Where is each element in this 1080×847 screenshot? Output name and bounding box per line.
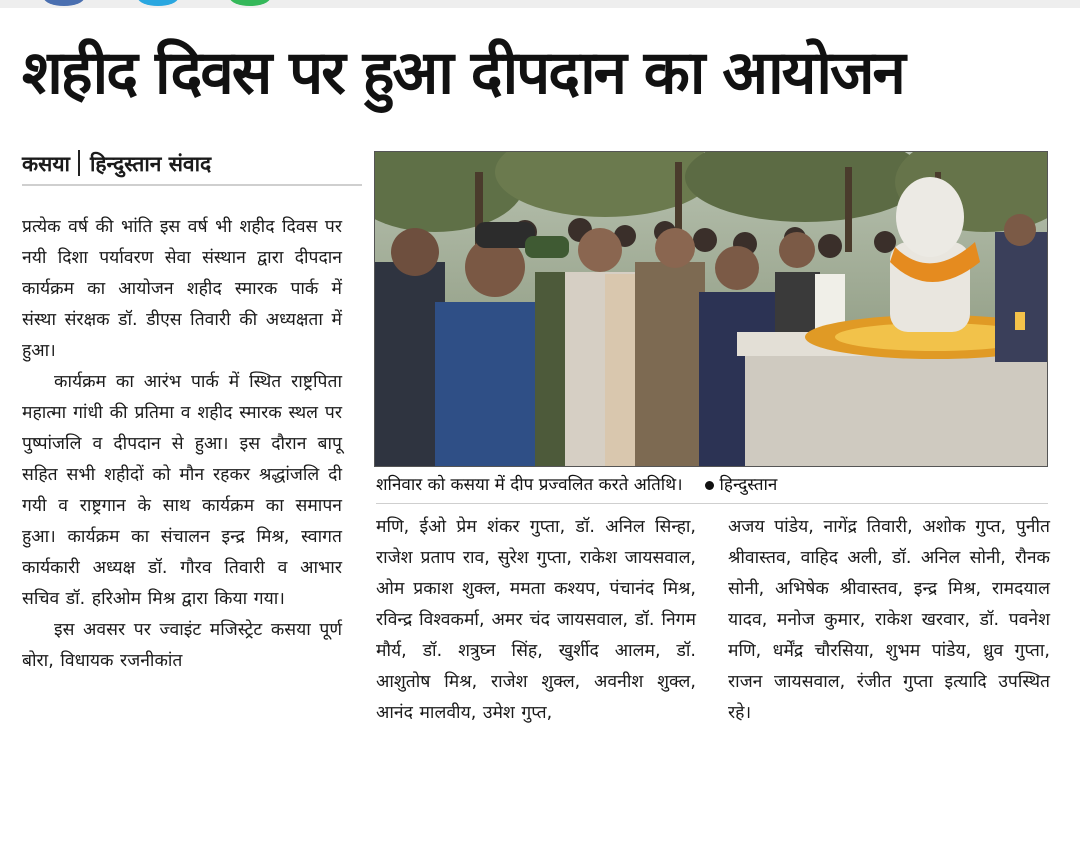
caption-divider: [376, 503, 1048, 504]
top-strip: [0, 0, 1080, 8]
share-icon-twitter: [138, 0, 178, 6]
article-column-3: [728, 512, 1050, 729]
byline-source: हिन्दुस्तान संवाद: [89, 152, 212, 176]
article-paragraph-2: कार्यक्रम का आरंभ पार्क में स्थित राष्ट्रपिता महात्मा गांधी की प्रतिमा व शहीद स्मारक स्थल पर पुष्पांजलि व दीपदान से हुआ। इस दौरान बापू सहित सभी शहीदों को मौन रहकर श्रद्धांजलि दी गयी व राष्ट्रगान के साथ कार्यक्रम का समापन हुआ। कार्यक्रम का संचालन इन्द्र मिश्र, स्वागत कार्यकारी अध्यक्ष डॉ. गौरव तिवारी व आभार सचिव डॉ. हरिओम मिश्र द्वारा किया गया।: [22, 372, 342, 609]
article-paragraph-1: प्रत्येक वर्ष की भांति इस वर्ष भी शहीद दिवस पर नयी दिशा पर्यावरण सेवा संस्थान द्वारा दीपदान कार्यक्रम का आयोजन शहीद स्मारक पार्क में संस्था संरक्षक डॉ. डीएस तिवारी की अध्यक्षता में हुआ।: [22, 217, 342, 361]
byline-divider: [22, 184, 362, 186]
headline: शहीद दिवस पर हुआ दीपदान का आयोजन: [22, 38, 904, 108]
byline: [22, 146, 211, 182]
article-paragraph-3: इस अवसर पर ज्वाइंट मजिस्ट्रेट कसया पूर्ण बोरा, विधायक रजनीकांत: [22, 620, 342, 671]
article-column-2: [376, 512, 696, 729]
article-column-3-text: अजय पांडेय, नागेंद्र तिवारी, अशोक गुप्त, पुनीत श्रीवास्तव, वाहिद अली, डॉ. अनिल सोनी, रौनक सोनी, अभिषेक श्रीवास्तव, इन्द्र मिश्र, रामदयाल यादव, मनोज कुमार, राकेश खरवार, डॉ. पवनेश मणि, धर्मेंद्र चौरसिया, शुभम पांडेय, ध्रुव गुप्ता, राजन जायसवाल, रंजीत गुप्ता इत्यादि उपस्थित रहे।: [728, 517, 1050, 723]
caption-text: शनिवार को कसया में दीप प्रज्वलित करते अतिथि।: [376, 475, 683, 495]
photo-caption: [376, 470, 1048, 500]
bullet-icon: [705, 481, 714, 490]
byline-separator: [78, 150, 80, 176]
share-icon-facebook: [44, 0, 84, 6]
photo-credit: [705, 475, 778, 495]
news-photo: [374, 151, 1048, 467]
photo-credit-text: हिन्दुस्तान: [719, 475, 778, 495]
byline-place: कसया: [22, 152, 70, 176]
share-icon-whatsapp: [230, 0, 270, 6]
article-column-1: [22, 212, 342, 677]
article-column-2-text: मणि, ईओ प्रेम शंकर गुप्ता, डॉ. अनिल सिन्हा, राजेश प्रताप राव, सुरेश गुप्ता, राकेश जायसवाल, ओम प्रकाश शुक्ल, ममता कश्यप, पंचानंद मिश्र, रविन्द्र विश्वकर्मा, अमर चंद जायसवाल, डॉ. निगम मौर्य, डॉ. शत्रुघ्न सिंह, खुर्शीद आलम, डॉ. आशुतोष मिश्र, राजेश शुक्ल, अवनीश शुक्ल, आनंद मालवीय, उमेश गुप्त,: [376, 517, 696, 723]
